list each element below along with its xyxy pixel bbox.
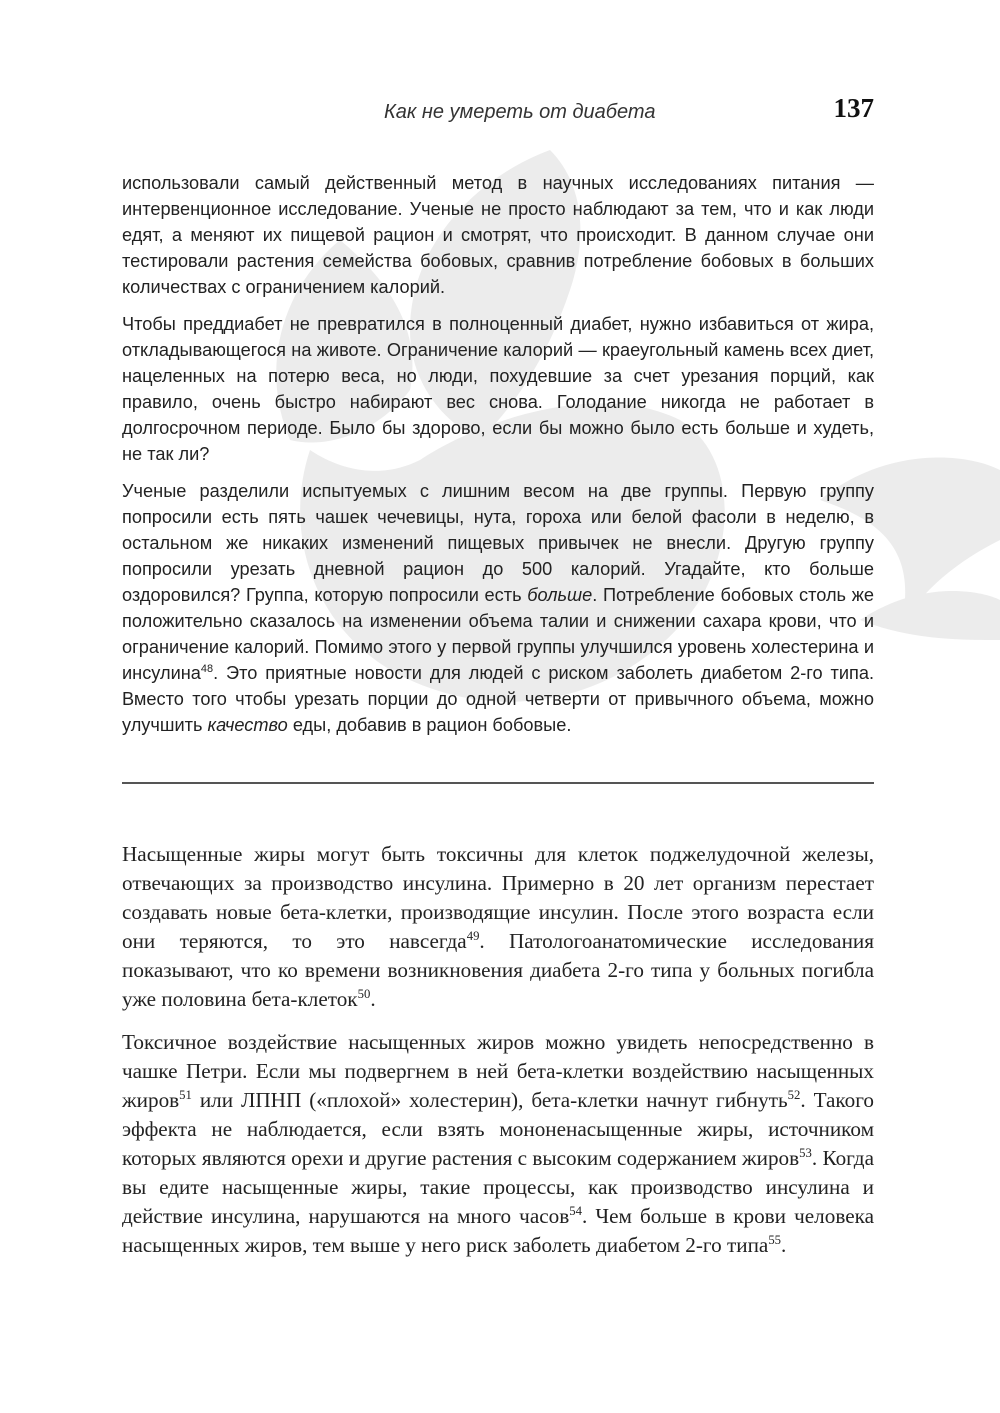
section-divider [122,782,874,784]
box-paragraph: Чтобы преддиабет не превратился в полноценный диабет, нужно избавиться от жира, откладывающегося на животе. Ограничение калорий — краеугольный камень всех диет, нацеленных на потерю веса, но люди, похудевшие за счет урезания порций, как правило, очень быстро набирают вес снова. Голодание никогда не работает в долгосрочном периоде. Было бы здорово, если бы можно было есть больше и худеть, не так ли? [122,314,874,464]
footnote-ref: 55 [768,1232,782,1247]
footnote-ref: 53 [799,1145,812,1160]
emphasis: качество [207,715,288,735]
box-paragraph: Ученые разделили испытуемых с лишним весом на две группы. Первую группу попросили есть пять чашек чечевицы, нута, гороха или белой фасоли в неделю, в остальном же никаких изменений пищевых привычек не внесли. Другую группу попросили урезать дневной рацион до 500 калорий. Угадайте, кто больше оздоровился? Группа, которую попросили есть больше. Потребление бобовых столь же положительно сказалось на изменении объема талии и снижении сахара крови, что и ограничение калорий. Помимо этого у первой группы улучшился уровень холестерина и инсулина$^{48}$. Это приятные новости для людей с риском заболеть диабетом 2-го типа. Вместо того чтобы урезать порции до одной четверти от привычного объема, можно улучшить качество еды, добавив в рацион бобовые. [122,481,874,735]
footnote-ref: 54 [569,1203,582,1218]
footnote-ref: 49 [466,928,480,943]
footnote-ref: 52 [787,1087,801,1102]
footnote-ref: 51 [179,1087,192,1102]
running-title: Как не умереть от диабета [383,101,656,123]
box-paragraph: использовали самый действенный метод в научных исследованиях питания — интервенционное исследование. Ученые не просто наблюдают за тем, что и как люди едят, а меняют их пищевой рацион и смотрят, что происходит. В данном случае они тестировали растения семейства бобовых, сравнив потребление бобовых в больших количествах с ограничением калорий. [122,173,874,297]
main-text [122,840,874,1274]
footnote-ref: 50 [357,986,371,1001]
page-number: 137 [833,93,874,123]
body-paragraph: Насыщенные жиры могут быть токсичны для клеток поджелудочной железы, отвечающих за производство инсулина. Примерно в 20 лет организм перестает создавать новые бета-клетки, производящие инсулин. После этого возраста если они теряются, то это навсегда$^{49}$. Патологоанатомические исследования показывают, что ко времени возникновения диабета 2-го типа у больных погибла уже половина бета-клеток$^{50}$. [122,842,874,1011]
page-header [122,84,874,124]
sidebar-box [122,170,874,749]
emphasis: больше [527,585,593,605]
body-paragraph: Токсичное воздействие насыщенных жиров можно увидеть непосредственно в чашке Петри. Если мы подвергнем в ней бета-клетки воздействию насыщенных жиров$^{51}$ или ЛПНП («плохой» холестерин), бета-клетки начнут гибнуть$^{52}$. Такого эффекта не наблюдается, если взять мононенасыщенные жиры, источником которых являются орехи и другие растения с высоким содержанием жиров$^{53}$. Когда вы едите насыщенные жиры, такие процессы, как производство инсулина и действие инсулина, нарушаются на много часов$^{54}$. Чем больше в крови человека насыщенных жиров, тем выше у него риск заболеть диабетом 2-го типа$^{55}$. [122,1030,874,1257]
footnote-ref: 48 [200,662,214,675]
